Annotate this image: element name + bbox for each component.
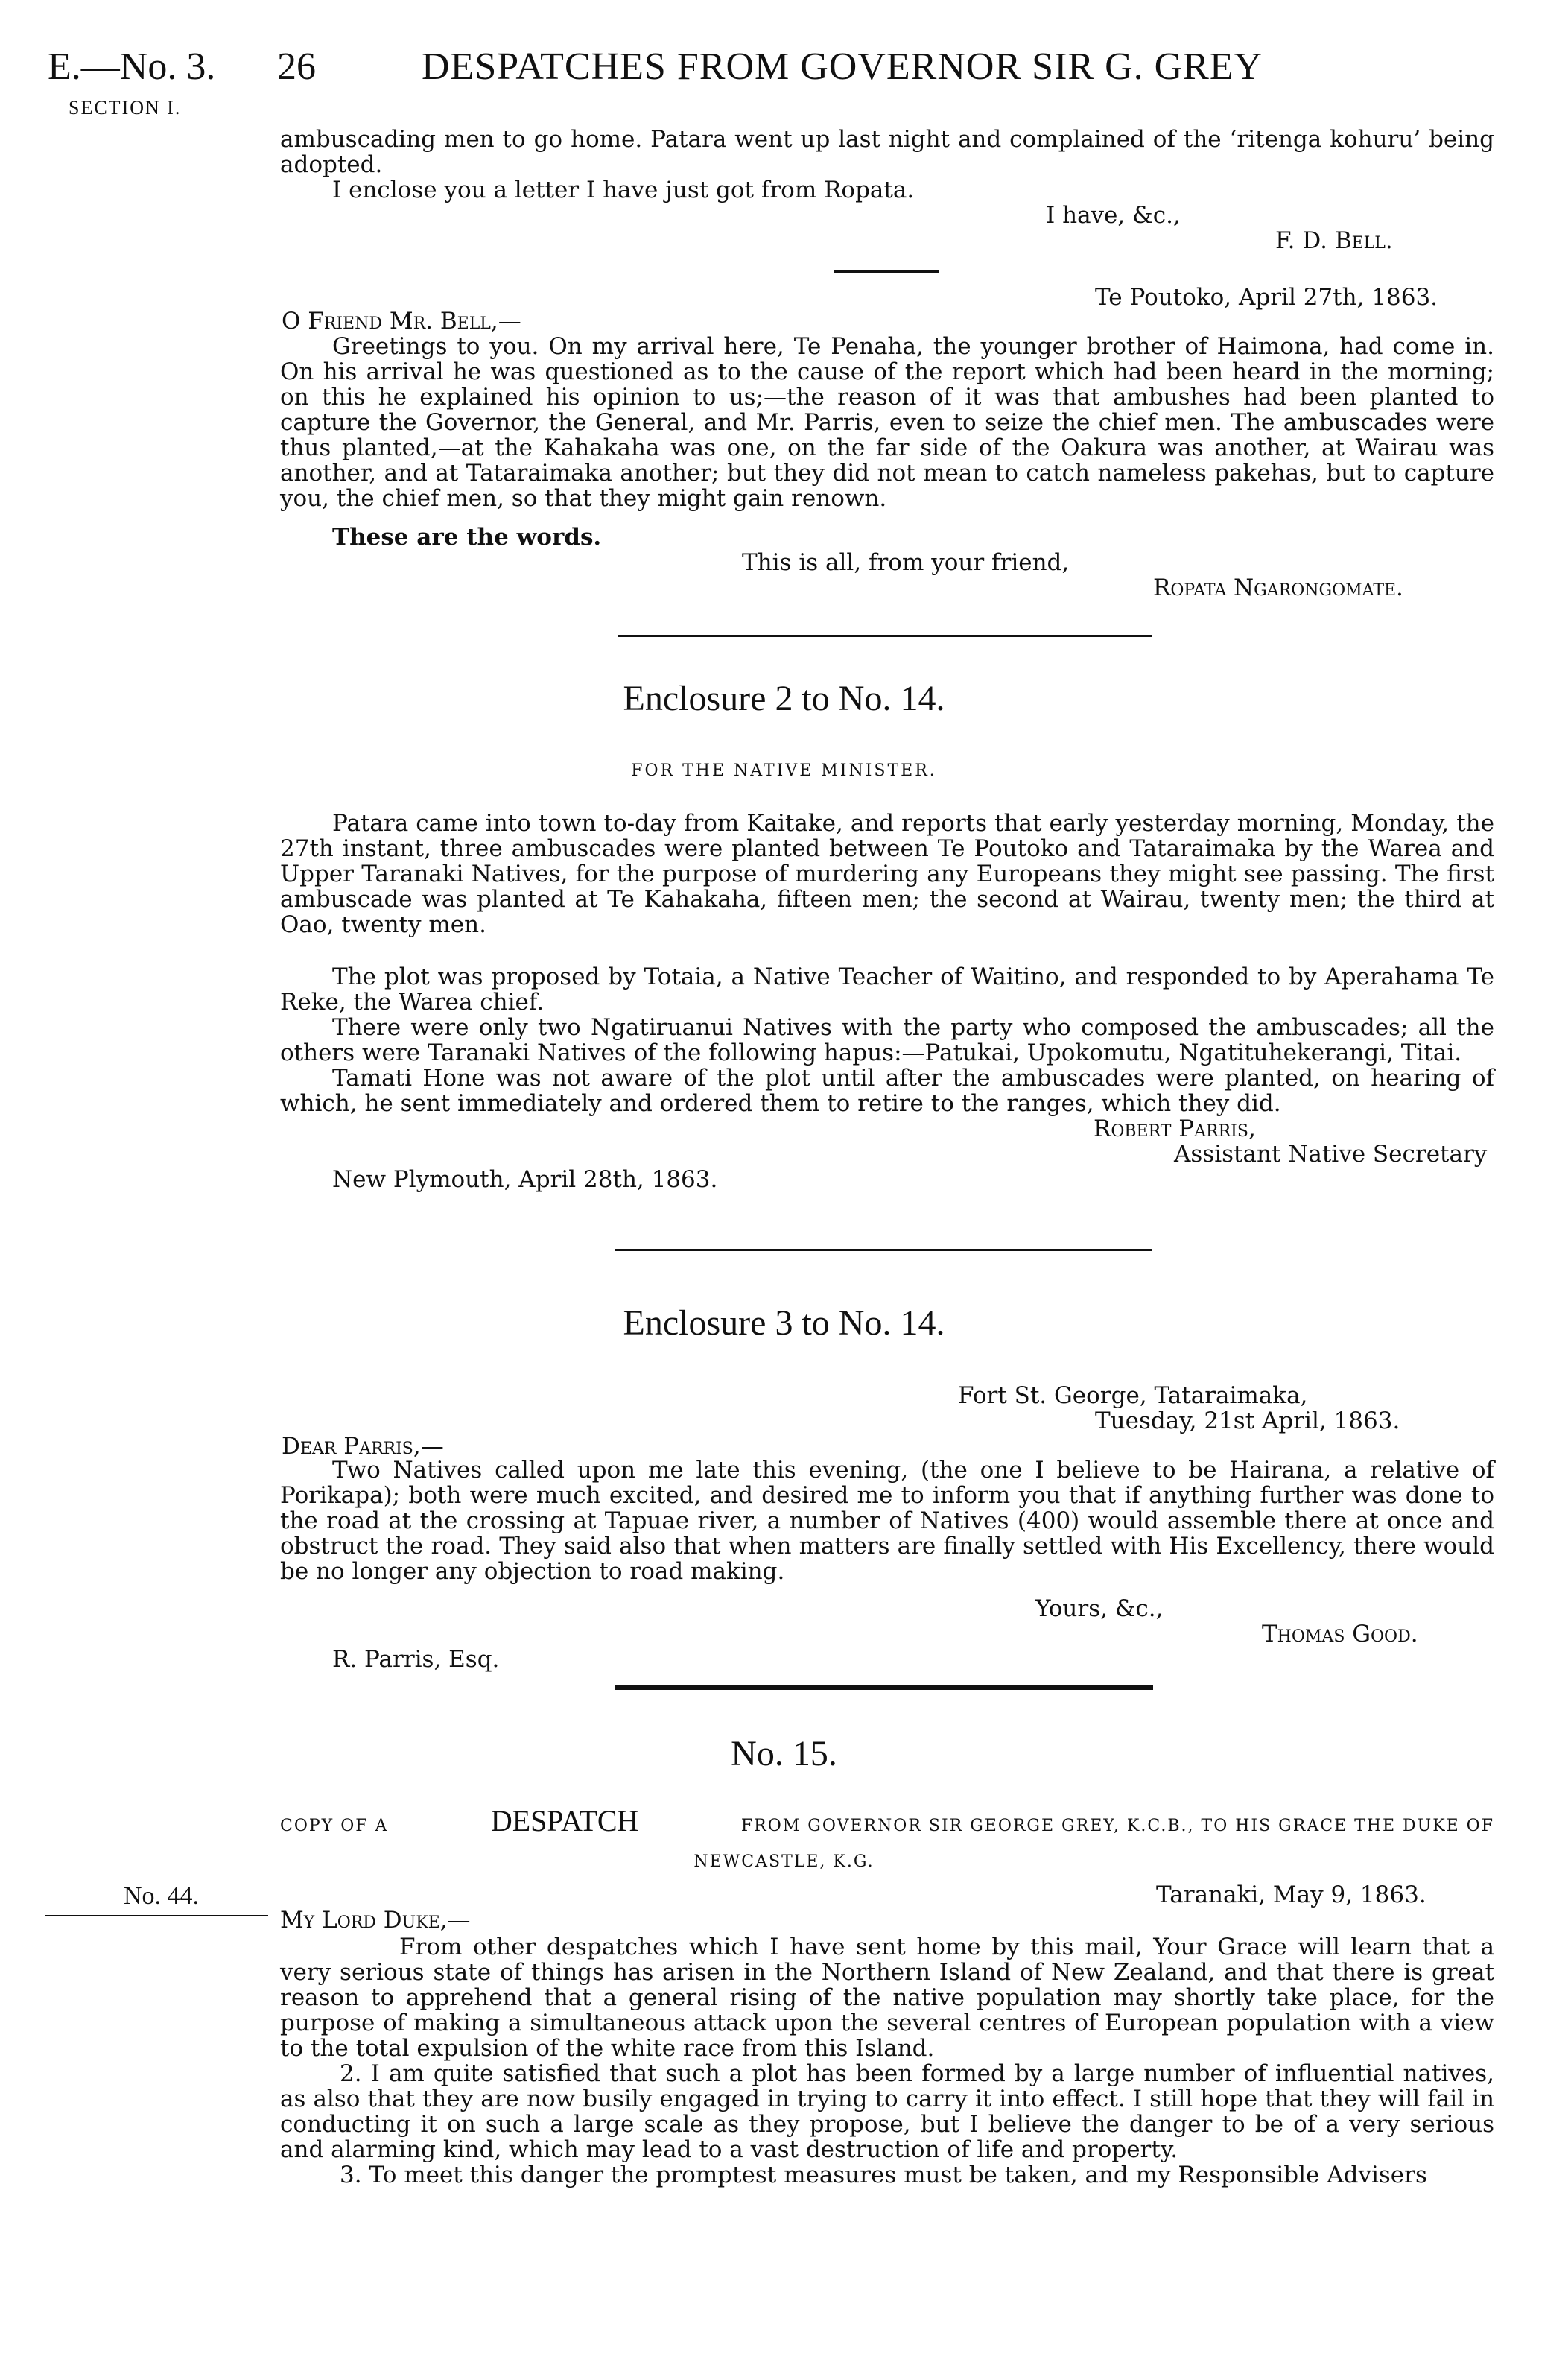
closing-phrase: I have, &c.,: [1046, 202, 1181, 229]
enclosure-2-para-3: There were only two Ngatiruanui Natives with the party who composed the ambuscades; all the others were Taranaki Natives of the following hapus:—Patukai, Upokomutu, Ngatituhekerangi, Titai.: [280, 1014, 1494, 1066]
enclosure-2-para-4: Tamati Hone was not aware of the plot until after the ambuscades were planted, on hearing of which, he sent immediately and ordered them to retire to the ranges, which they did.: [280, 1065, 1494, 1117]
page-number: 26: [277, 45, 316, 88]
enclosure-note: I enclose you a letter I have just got from Ropata.: [332, 177, 915, 203]
letter-salutation: O Friend Mr. Bell,—: [282, 308, 521, 335]
continued-paragraph: ambuscading men to go home. Patara went up last night and complained of the ‘ritenga kohuru’ being adopted.: [280, 126, 1494, 178]
enclosure-3-salutation: Dear Parris,—: [282, 1433, 444, 1460]
letter-place-date: Te Poutoko, April 27th, 1863.: [1095, 284, 1438, 311]
despatch-number: No. 15.: [731, 1734, 837, 1773]
signature-bell: F. D. Bell.: [1275, 227, 1393, 254]
enclosure-3-title: Enclosure 3 to No. 14.: [623, 1303, 945, 1343]
letter-words: These are the words.: [332, 524, 602, 551]
enclosure-2-para-2: The plot was proposed by Totaia, a Native Teacher of Waitino, and responded to by Aperahama Te Reke, the Warea chief.: [280, 963, 1494, 1016]
document-reference: E.—No. 3.: [48, 45, 216, 88]
margin-reference: No. 44.: [124, 1882, 200, 1910]
despatch-para-3: 3. To meet this danger the promptest measures must be taken, and my Responsible Advisers: [340, 2162, 1427, 2188]
running-title: DESPATCHES FROM GOVERNOR SIR G. GREY: [422, 45, 1263, 88]
section-label: SECTION I.: [69, 97, 182, 118]
despatch-salutation: My Lord Duke,—: [280, 1907, 471, 1934]
enclosure-2-subtitle: FOR THE NATIVE MINISTER.: [631, 762, 937, 780]
thick-rule: [615, 1685, 1153, 1690]
caption-prefix: COPY OF A: [280, 1817, 389, 1835]
signature-good: Thomas Good.: [1262, 1621, 1418, 1647]
despatch-caption-line-2: NEWCASTLE, K.G.: [693, 1852, 875, 1871]
despatch-para-1: From other despatches which I have sent home by this mail, Your Grace will learn that a very serious state of things has arisen in the Northern Island of New Zealand, and that there is great reason to apprehend that a general rising of the native population may shortly take place, for the purpose of making a simultaneous attack upon the several centres of European population with a view to the total expulsion of the white race from this Island.: [280, 1934, 1494, 2062]
signature-ropata: Ropata Ngarongomate.: [1153, 574, 1403, 601]
enclosure-2-para-1: Patara came into town to-day from Kaitake, and reports that early yesterday morning, Monday, the 27th instant, three ambuscades were planted between Te Poutoko and Tataraimaka by the Warea and Upper Taranaki Natives, for the purpose of murdering any Europeans they might see passing. The first ambuscade was planted at Te Kahakaha, fifteen men; the second at Wairau, twenty men; the third at Oao, twenty men.: [280, 810, 1494, 938]
enclosure-3-place: Fort St. George, Tataraimaka,: [958, 1382, 1308, 1409]
margin-rule: [45, 1915, 268, 1916]
addressee: R. Parris, Esq.: [332, 1646, 500, 1673]
caption-suffix: FROM GOVERNOR SIR GEORGE GREY, K.C.B., TO HIS GRACE THE DUKE OF: [740, 1817, 1494, 1835]
enclosure-3-closing: Yours, &c.,: [1035, 1595, 1164, 1622]
signature-parris: Robert Parris,: [1094, 1115, 1256, 1142]
enclosure-3-body: Two Natives called upon me late this evening, (the one I believe to be Hairana, a relative of Porikapa); both were much excited, and desired me to inform you that if anything further was done to the road at the crossing at Tapuae river, a number of Natives (400) would assemble there at once and obstruct the road. They said also that when matters are finally settled with His Excellency, there would be no longer any objection to road making.: [280, 1457, 1494, 1585]
despatch-place-date: Taranaki, May 9, 1863.: [1156, 1881, 1426, 1908]
letter-closing: This is all, from your friend,: [742, 549, 1070, 576]
enclosure-3-date: Tuesday, 21st April, 1863.: [1095, 1408, 1400, 1434]
enclosure-2-title: Enclosure 2 to No. 14.: [623, 679, 945, 718]
enclosure-2-place-date: New Plymouth, April 28th, 1863.: [332, 1166, 718, 1193]
section-rule: [618, 635, 1152, 637]
caption-despatch: DESPATCH: [490, 1804, 639, 1837]
letter-body: Greetings to you. On my arrival here, Te Penaha, the younger brother of Haimona, had come in. On his arrival he was questioned as to the cause of the report which had been heard in the morning; on this he explained his opinion to us;—the reason of it was that ambushes had been planted to capture the Governor, the General, and Mr. Parris, even to seize the chief men. The ambuscades were thus planted,—at the Kahakaha was one, on the far side of the Oakura was another, at Wairau was another, and at Tataraimaka another; but they did not mean to catch nameless pakehas, but to capture you, the chief men, so that they might gain renown.: [280, 333, 1494, 512]
short-rule: [834, 270, 939, 273]
despatch-para-2: 2. I am quite satisfied that such a plot has been formed by a large number of influential natives, as also that they are now busily engaged in trying to carry it into effect. I still hope that they will fail in conducting it on such a large scale as they propose, but I believe the danger to be of a very serious and alarming kind, which may lead to a vast destruction of life and property.: [280, 2060, 1494, 2163]
signature-title: Assistant Native Secretary: [1174, 1141, 1488, 1168]
despatch-caption: [280, 1803, 1494, 1838]
section-rule: [615, 1249, 1152, 1251]
